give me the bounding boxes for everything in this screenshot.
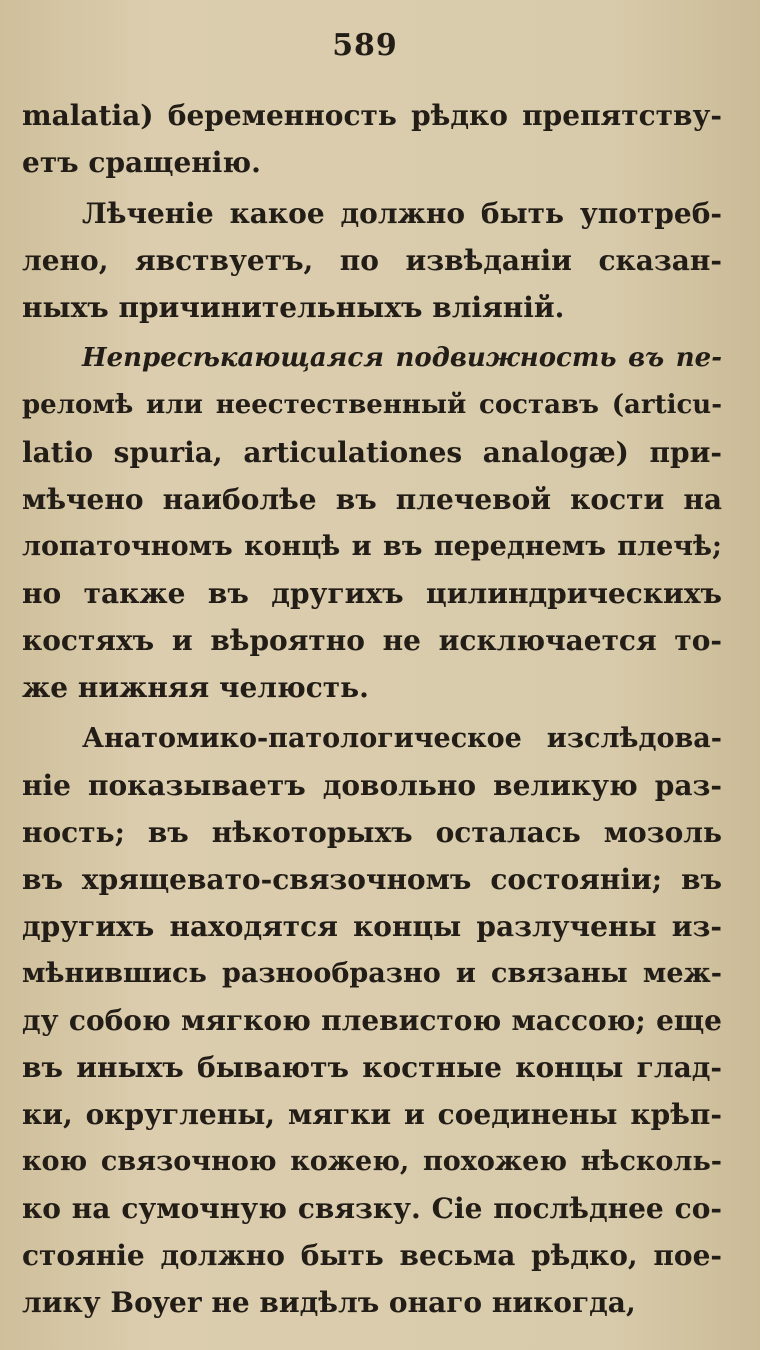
page-number: 589	[332, 28, 398, 63]
text-line: въ хрящевато-связочномъ состояніи; въ	[22, 863, 722, 896]
text-line: ки, округлены, мягки и соединены крѣп-	[22, 1098, 722, 1131]
text-line: Лѣченіе какое должно быть употреб-	[82, 197, 722, 230]
text-line: стояніе должно быть весьма рѣдко, пое-	[22, 1239, 722, 1272]
text-line: лику Boyer не видѣлъ онаго никогда,	[22, 1286, 636, 1319]
text-line: ность; въ нѣкоторыхъ осталась мозоль	[22, 816, 722, 849]
text-line: Непресѣкающаяся подвижность въ пе-	[82, 343, 722, 373]
paragraph	[22, 92, 722, 186]
text-line: костяхъ и вѣроятно не исключается то-	[22, 624, 722, 657]
text-line: ныхъ причинительныхъ вліяній.	[22, 291, 565, 324]
text-line: кою связочною кожею, похожею нѣсколь-	[22, 1146, 722, 1177]
text-line: же нижняя челюсть.	[22, 671, 369, 704]
text-line: лено, явствуетъ, по извѣданіи сказан-	[22, 244, 722, 277]
paragraph	[22, 190, 722, 331]
text-line: ко на сумочную связку. Сіе послѣднее со-	[22, 1192, 722, 1225]
text-line: въ иныхъ бываютъ костные концы глад-	[22, 1051, 722, 1084]
text-line: ніе показываетъ довольно великую раз-	[22, 769, 722, 802]
text-line: мѣнившись разнообразно и связаны меж-	[22, 958, 722, 989]
text-line: реломѣ или неестественный составъ (articu-	[22, 390, 722, 420]
paragraph	[22, 715, 722, 1326]
body-text	[22, 92, 722, 1326]
text-line: latio spuria, articulationes analogæ) при-	[22, 436, 722, 469]
text-line: лопаточномъ концѣ и въ переднемъ плечѣ;	[22, 531, 722, 562]
text-line: но также въ другихъ цилиндрическихъ	[22, 577, 722, 610]
text-line: другихъ находятся концы разлучены из-	[22, 910, 722, 943]
text-line: етъ сращенію.	[22, 146, 261, 179]
text-line: мѣчено наиболѣе въ плечевой кости на	[22, 483, 722, 516]
text-line: malatia) беременность рѣдко препятству-	[22, 99, 722, 132]
paragraph	[22, 335, 722, 711]
text-line: Анатомико-патологическое изслѣдова-	[82, 723, 722, 754]
text-line: ду собою мягкою плевистою массою; еще	[22, 1004, 722, 1037]
